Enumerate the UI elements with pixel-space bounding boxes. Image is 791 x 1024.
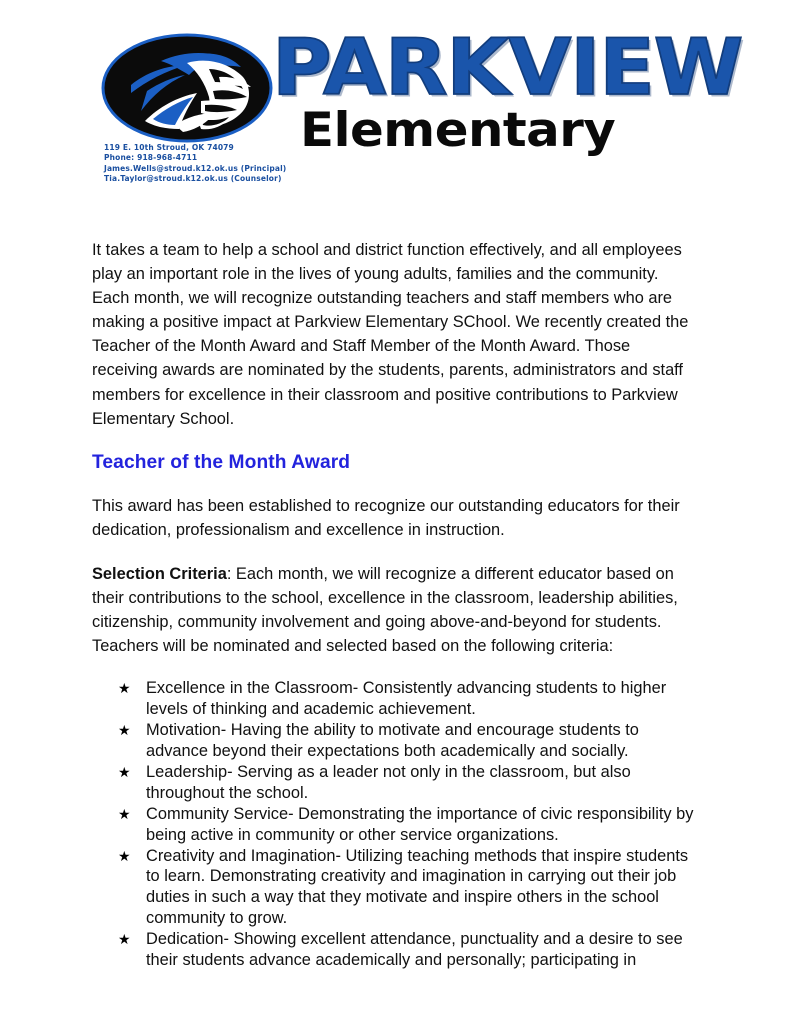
list-item-text: Leadership- Serving as a leader not only in the classroom, but also throughout the school. (146, 762, 631, 802)
selection-criteria-label: Selection Criteria (92, 564, 227, 583)
document-content (92, 238, 700, 971)
selection-criteria-paragraph (92, 562, 700, 658)
page-title: Teacher of the Month Award (92, 451, 351, 473)
star-bullet-icon: ★ (118, 763, 131, 780)
list-item (114, 929, 700, 971)
star-bullet-icon: ★ (118, 680, 131, 697)
list-item-text: Community Service- Demonstrating the importance of civic responsibility by being active in community or other service organizations. (146, 804, 694, 844)
list-item-text: Excellence in the Classroom- Consistently advancing students to higher levels of thinking and academic achievement. (146, 679, 667, 719)
list-item (114, 762, 700, 804)
star-bullet-icon: ★ (118, 847, 131, 864)
list-item-text: Dedication- Showing excellent attendance, punctuality and a desire to see their students advance academically and personally; participating in (146, 930, 683, 970)
list-item (114, 804, 700, 846)
wordmark-parkview: PARKVIEW (272, 23, 743, 114)
star-bullet-icon: ★ (118, 722, 131, 739)
intro-paragraph: It takes a team to help a school and district function effectively, and all employees play an important role in the lives of young adults, families and the community. Each month, we will recognize outstanding teachers and staff members who are making a positive impact at Parkview Elementary SChool. We recently created the Teacher of the Month Award and Staff Member of the Month Award. Those receiving awards are nominated by the students, parents, administrators and staff members for excellence in their classroom and positive contributions to Parkview Elementary School. (92, 241, 689, 428)
list-item (114, 720, 700, 762)
list-item (114, 678, 700, 720)
list-item-text: Motivation- Having the ability to motivate and encourage students to advance beyond their expectations both academically and socially. (146, 721, 639, 761)
contact-counselor-email: Tia.Taylor@stroud.k12.ok.us (Counselor) (104, 174, 282, 184)
school-logo-icon (101, 33, 273, 143)
star-bullet-icon: ★ (118, 805, 131, 822)
selection-criteria-text: : Each month, we will recognize a different educator based on their contributions to the school, excellence in the classroom, leadership abilities, citizenship, community involvement and going above-and-beyond for students. Teachers will be nominated and selected based on the following criteria: (92, 564, 678, 656)
contact-principal-email: James.Wells@stroud.k12.ok.us (Principal) (104, 163, 287, 173)
wordmark-elementary: Elementary (300, 103, 616, 158)
award-description: This award has been established to recognize our outstanding educators for their dedication, professionalism and excellence in instruction. (92, 496, 680, 539)
contact-phone: Phone: 918-968-4711 (104, 153, 198, 163)
star-bullet-icon: ★ (118, 931, 131, 948)
contact-info (104, 143, 286, 185)
contact-address: 119 E. 10th Stroud, OK 74079 (104, 143, 234, 152)
letterhead (0, 0, 791, 205)
school-name-wordmark (272, 23, 743, 178)
list-item (114, 846, 700, 930)
criteria-list (92, 678, 700, 971)
list-item-text: Creativity and Imagination- Utilizing teaching methods that inspire students to learn. Demonstrating creativity and imagination in carrying out their job duties in such a way that they motivate and inspire others in the school community to grow. (146, 846, 689, 928)
